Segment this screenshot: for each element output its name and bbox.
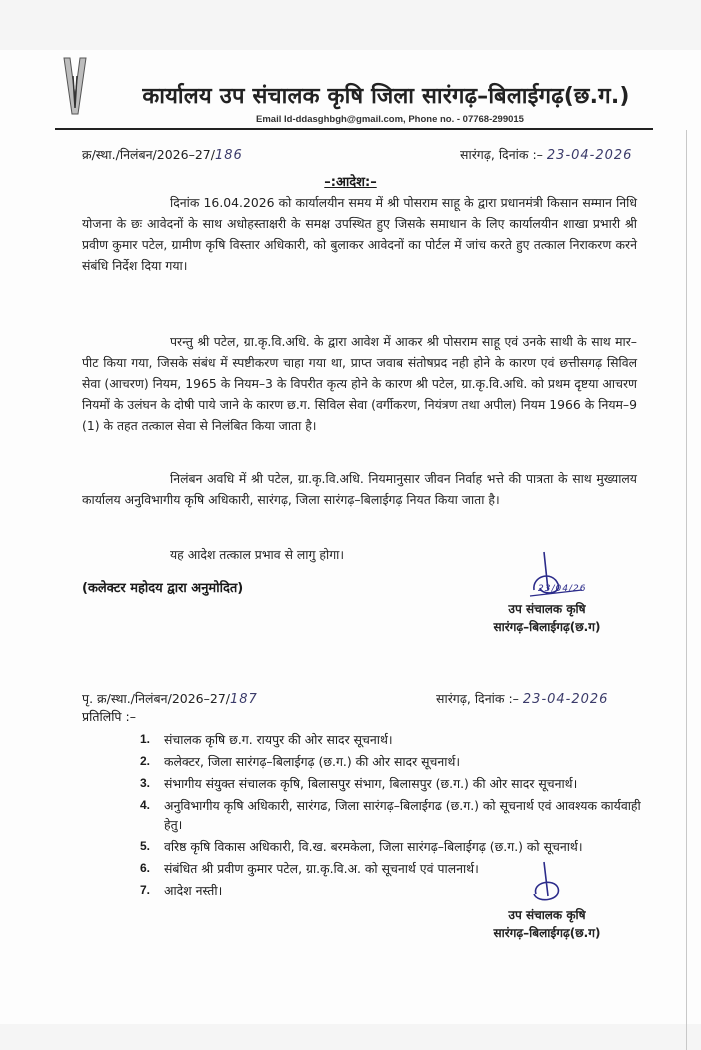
copy-list-item xyxy=(140,752,645,771)
copy-label: प्रतिलिपि :– xyxy=(82,709,136,724)
approval-note: (कलेक्टर महोदय द्वारा अनुमोदित) xyxy=(82,581,244,596)
order-heading: –:आदेश:– xyxy=(324,175,377,190)
order-paragraph-3: निलंबन अवधि में श्री पटेल, ग्रा.कृ.वि.अधि. नियमानुसार जीवन निर्वाह भत्ते की पात्रता के साथ मुख्यालय कार्यालय अनुविभागीय कृषि अधिकारी, सारंगढ़, जिला सारंगढ़–बिलाईगढ़ नियत किया जाता है। xyxy=(82,471,637,507)
office-title: कार्यालय उप संचालक कृषि जिला सारंगढ़–बिलाईगढ़(छ.ग.) xyxy=(142,84,630,109)
header-rule xyxy=(55,128,653,130)
copy-ref-number: 187 xyxy=(230,692,258,707)
copy-item-text: संबंधित श्री प्रवीण कुमार पटेल, ग्रा.कृ.वि.अ. को सूचनार्थ एवं पालनार्थ। xyxy=(164,861,479,876)
copy-date: 23-04-2026 xyxy=(522,692,609,707)
copy-item-text: संभागीय संयुक्त संचालक कृषि, बिलासपुर संभाग, बिलासपुर (छ.ग.) की ओर सादर सूचनार्थ। xyxy=(164,776,578,791)
order-place-date xyxy=(460,146,632,163)
copy-list-item xyxy=(140,774,645,793)
copy-item-text: कलेक्टर, जिला सारंगढ़–बिलाईगढ़ (छ.ग.) की ओर सादर सूचनार्थ। xyxy=(164,754,461,769)
state-emblem-icon xyxy=(60,56,90,118)
copy-item-text: आदेश नस्ती। xyxy=(164,883,223,898)
signature-2-icon xyxy=(524,860,574,906)
copy-item-number: 3. xyxy=(140,776,151,790)
copy-list-item xyxy=(140,796,645,834)
document-page xyxy=(0,50,701,1024)
copy-signatory-office: सारंगढ़–बिलाईगढ़(छ.ग) xyxy=(493,926,601,940)
page-edge xyxy=(686,130,687,1050)
order-signatory-title: उप संचालक कृषि xyxy=(508,602,586,616)
copy-item-number: 4. xyxy=(140,798,151,812)
order-paragraph-4: यह आदेश तत्काल प्रभाव से लागु होगा। xyxy=(170,547,345,562)
signature-1-date: 23/04/26 xyxy=(538,584,587,594)
copy-date-label: सारंगढ़, दिनांक :– xyxy=(436,691,519,706)
copy-signatory xyxy=(462,906,632,942)
order-signatory-office: सारंगढ़–बिलाईगढ़(छ.ग) xyxy=(493,620,601,634)
copy-reference xyxy=(82,690,258,707)
copy-item-number: 6. xyxy=(140,861,151,875)
office-contact: Email Id-ddasghbgh@gmail.com, Phone no. - 07768-299015 xyxy=(256,114,524,125)
order-paragraph-1: दिनांक 16.04.2026 को कार्यालयीन समय में श्री पोसराम साहू के द्वारा प्रधानमंत्री किसान सम्मान निधि योजना के छः आवेदनों के साथ अधोहस्ताक्षरी के समक्ष उपस्थित हुए जिसके समाधान के लिए कार्यालयीन शाखा प्रभारी श्री प्रवीण कुमार पटेल, ग्रामीण कृषि विस्तार अधिकारी, को बुलाकर आवेदनों का पोर्टल में जांच करते हुए तत्काल निराकरण करने संबंधि निर्देश दिया गया। xyxy=(82,195,637,273)
copy-item-text: वरिष्ठ कृषि विकास अधिकारी, वि.ख. बरमकेला, जिला सारंगढ़–बिलाईगढ़ (छ.ग.) को सूचनार्थ। xyxy=(164,839,583,854)
copy-list-item xyxy=(140,837,645,856)
copy-item-number: 2. xyxy=(140,754,151,768)
copy-item-number: 7. xyxy=(140,883,151,897)
order-date: 23-04-2026 xyxy=(546,148,633,163)
order-date-label: सारंगढ़, दिनांक :– xyxy=(460,147,543,162)
copy-place-date xyxy=(436,690,608,707)
copy-ref-prefix: पृ. क्र/स्था./निलंबन/2026–27/ xyxy=(82,691,230,706)
order-ref-prefix: क्र/स्था./निलंबन/2026–27/ xyxy=(82,147,215,162)
order-ref-number: 186 xyxy=(214,148,243,163)
copy-item-text: संचालक कृषि छ.ग. रायपुर की ओर सादर सूचनार्थ। xyxy=(164,732,393,747)
order-reference xyxy=(82,146,243,163)
copy-item-number: 1. xyxy=(140,732,151,746)
copy-signatory-title: उप संचालक कृषि xyxy=(508,908,586,922)
copy-list-item xyxy=(140,730,645,749)
copy-item-number: 5. xyxy=(140,839,151,853)
order-signatory xyxy=(462,600,632,636)
order-paragraph-2: परन्तु श्री पटेल, ग्रा.कृ.वि.अधि. के द्वारा आवेश में आकर श्री पोसराम साहू एवं उनके साथी के साथ मार–पीट किया गया, जिसके संबंध में स्पष्टीकरण चाहा गया था, प्राप्त जवाब संतोषप्रद नही होने के कारण एवं छत्तीसगढ़ सिविल सेवा (आचरण) नियम, 1965 के नियम–3 के विपरीत कृत्य होने के कारण श्री पटेल, ग्रा.कृ.वि.अधि. को प्रथम दृष्टया आचरण नियमों के उलंघन के दोषी पाये जाने के कारण छ.ग. सिविल सेवा (वर्गीकरण, नियंत्रण तथा अपील) नियम 1966 के नियम–9 (1) के तहत तत्काल सेवा से निलंबित किया जाता है। xyxy=(82,334,637,433)
copy-item-text: अनुविभागीय कृषि अधिकारी, सारंगढ, जिला सारंगढ़–बिलाईगढ (छ.ग.) को सूचनार्थ एवं आवश्यक कार्यवाही हेतु। xyxy=(164,798,641,832)
